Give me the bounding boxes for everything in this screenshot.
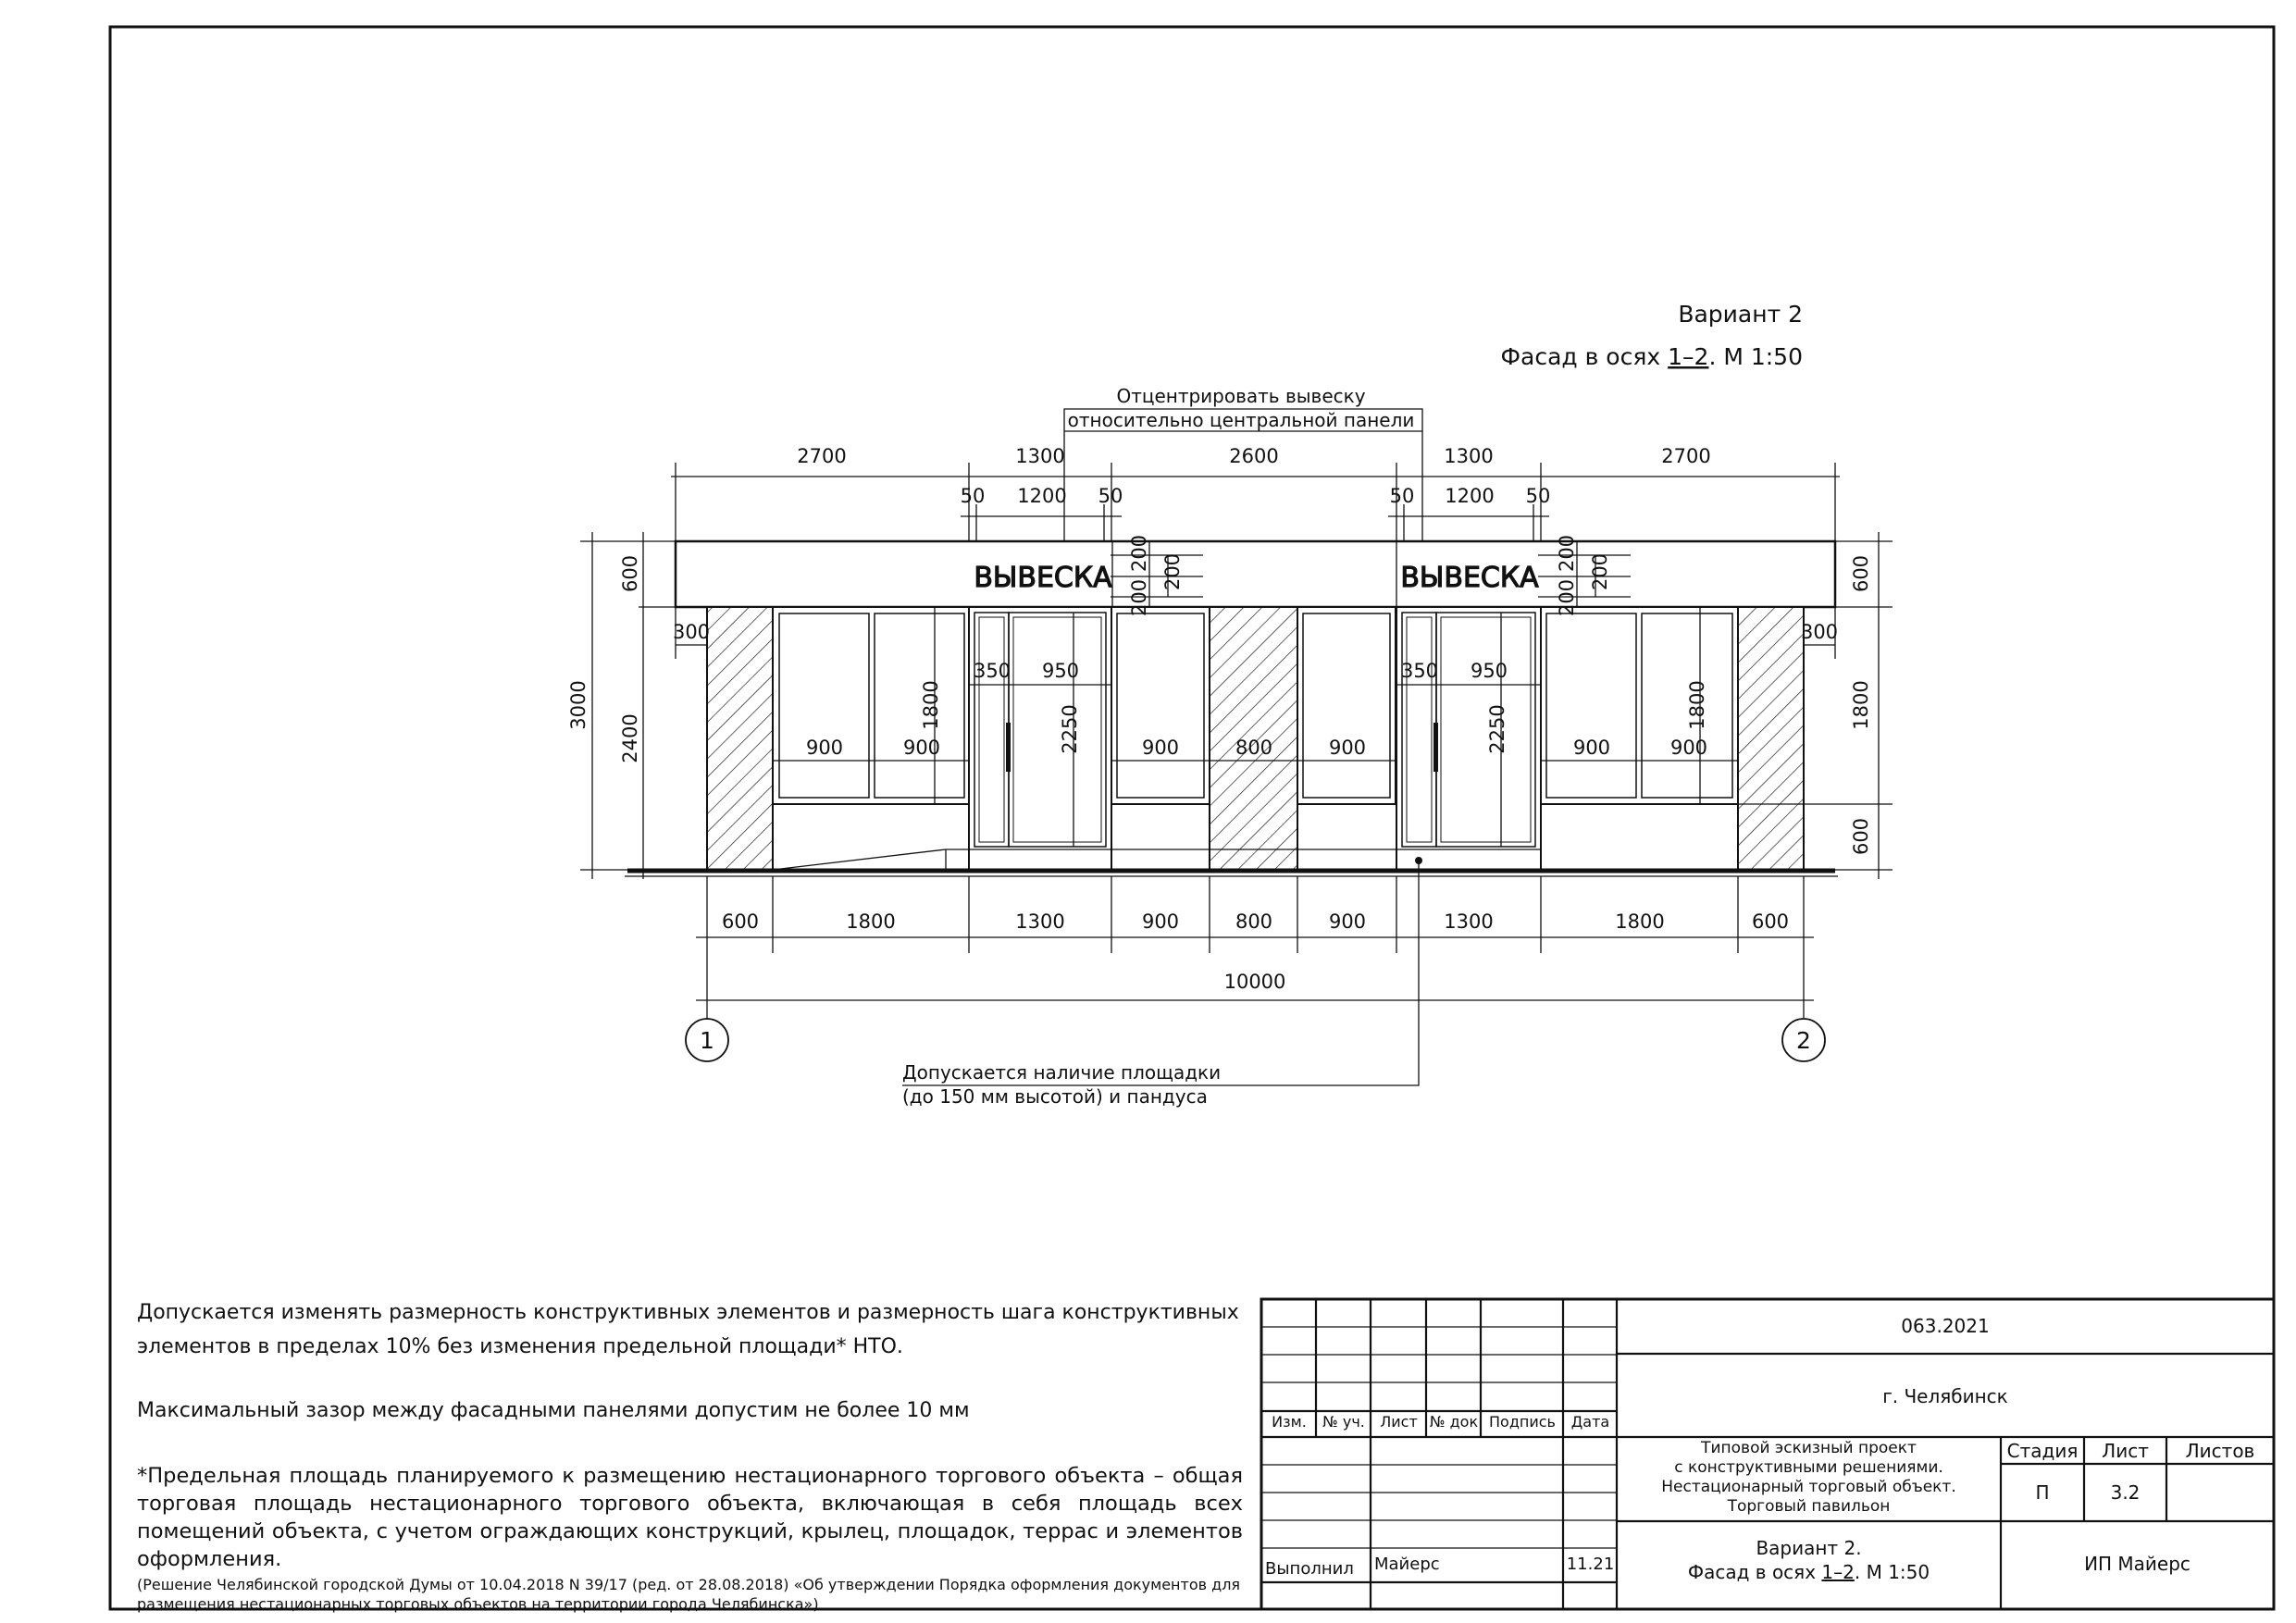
svg-text:900: 900: [1141, 737, 1180, 759]
tb-performed-name: Майерс: [1374, 1555, 1440, 1574]
svg-text:2700: 2700: [797, 445, 847, 467]
svg-text:1200: 1200: [1445, 485, 1495, 507]
svg-text:1300: 1300: [1444, 445, 1494, 467]
svg-text:2250: 2250: [1059, 704, 1081, 754]
facade-title: Фасад в осях 1–2. М 1:50: [1500, 343, 1803, 370]
svg-text:Отцентрировать вывеску: Отцентрировать вывеску: [1116, 385, 1366, 407]
note-area-definition: *Предельная площадь планируемого к размещению нестационарного торгового объекта – общая торговая площадь нестационарного торгового объекта, включающая в себя площадь всех помещений объекта, с учетом ограждающих конструкций, крылец, площадок, террас и элементов оформления. (Решение Челябинской городской Думы от 10.04.2018 N 39/17 (ред. от 28.08.2018) «Об утверждении Порядка оформления документов для размещения нестационарных торговых объектов на территории города Челябинска»): [137, 1464, 1243, 1613]
sign-label-right: ВЫВЕСКА: [1400, 562, 1539, 594]
svg-text:2700: 2700: [1661, 445, 1711, 467]
note-dimension-tolerance: Допускается изменять размерность конструктивных элементов и размерность шага конструктивных элементов в пределах 10% без изменения предельной площади* НТО.: [137, 1301, 1239, 1358]
svg-text:50: 50: [1525, 485, 1551, 507]
svg-text:1200: 1200: [1017, 485, 1067, 507]
tb-stage: П: [2035, 1481, 2050, 1504]
svg-text:200: 200: [1128, 534, 1150, 573]
dimensions-bottom: [696, 876, 1814, 1018]
svg-text:2600: 2600: [1229, 445, 1279, 467]
tb-sheets-header: Листов: [2185, 1440, 2255, 1462]
svg-text:1300: 1300: [1015, 911, 1065, 933]
tb-sheet-header: Лист: [2102, 1440, 2149, 1462]
pier-right: [1738, 607, 1804, 870]
tb-city: г. Челябинск: [1882, 1385, 2008, 1407]
svg-text:300: 300: [1800, 621, 1839, 643]
tb-project-code: 063.2021: [1901, 1315, 1990, 1337]
fascia-panel: [676, 541, 1835, 607]
axis-marker-1: [686, 1018, 728, 1061]
svg-text:1800: 1800: [1850, 680, 1872, 730]
svg-text:50: 50: [960, 485, 986, 507]
tb-header-rev: Изм.: [1272, 1413, 1307, 1431]
svg-text:1300: 1300: [1444, 911, 1494, 933]
svg-text:900: 900: [902, 737, 941, 759]
tb-header-sheet: Лист: [1380, 1413, 1418, 1431]
tb-performed-date: 11.21: [1566, 1555, 1615, 1574]
svg-text:относительно центральной панел: относительно центральной панели: [1067, 409, 1415, 431]
svg-text:900: 900: [1669, 737, 1708, 759]
dimensions-top: [671, 445, 1840, 541]
tb-header-doc: № док: [1429, 1413, 1479, 1431]
svg-text:950: 950: [1041, 660, 1080, 682]
svg-text:1300: 1300: [1015, 445, 1065, 467]
svg-text:50: 50: [1389, 485, 1415, 507]
svg-text:1800: 1800: [1615, 911, 1665, 933]
svg-text:(до 150 мм высотой) и пандуса: (до 150 мм высотой) и пандуса: [902, 1085, 1208, 1108]
note-panel-gap: Максимальный зазор между фасадными панелями допустим не более 10 мм: [137, 1399, 970, 1422]
svg-text:3000: 3000: [567, 680, 590, 730]
svg-text:350: 350: [973, 660, 1011, 682]
svg-text:600: 600: [1850, 817, 1872, 856]
tb-header-count: № уч.: [1322, 1413, 1365, 1431]
svg-text:350: 350: [1400, 660, 1439, 682]
svg-text:900: 900: [1328, 737, 1367, 759]
svg-text:600: 600: [721, 911, 760, 933]
pier-left: [707, 607, 773, 870]
svg-text:200: 200: [1161, 552, 1184, 591]
svg-text:200: 200: [1589, 552, 1611, 591]
svg-text:200: 200: [1556, 534, 1578, 573]
tb-description: Типовой эскизный проект с конструктивными решениями. Нестационарный торговый объект. Торговый павильон: [1661, 1439, 1956, 1516]
tb-performed-label: Выполнил: [1265, 1559, 1354, 1579]
svg-text:200: 200: [1128, 578, 1150, 617]
svg-text:600: 600: [1850, 554, 1872, 593]
svg-text:1800: 1800: [1686, 680, 1708, 730]
svg-text:800: 800: [1235, 737, 1273, 759]
svg-text:1800: 1800: [846, 911, 896, 933]
svg-text:950: 950: [1470, 660, 1508, 682]
sign-label-left: ВЫВЕСКА: [974, 562, 1112, 594]
svg-text:300: 300: [672, 621, 711, 643]
svg-text:600: 600: [1751, 911, 1790, 933]
svg-text:900: 900: [1572, 737, 1611, 759]
svg-text:800: 800: [1235, 911, 1273, 933]
svg-text:50: 50: [1098, 485, 1123, 507]
svg-text:600: 600: [619, 554, 641, 593]
svg-text:900: 900: [1328, 911, 1367, 933]
svg-text:1800: 1800: [920, 680, 942, 730]
svg-text:10000: 10000: [1223, 971, 1286, 993]
tb-sheet-title: Вариант 2. Фасад в осях 1–2. М 1:50: [1687, 1537, 1930, 1583]
door-left: [969, 607, 1111, 870]
tb-header-signature: Подпись: [1489, 1413, 1556, 1431]
svg-text:2: 2: [1796, 1027, 1811, 1054]
svg-text:2400: 2400: [619, 713, 641, 763]
tb-header-date: Дата: [1570, 1413, 1610, 1431]
axis-marker-2: [1782, 1019, 1825, 1061]
tb-organization: ИП Майерс: [2084, 1553, 2191, 1575]
tb-sheet: 3.2: [2110, 1481, 2141, 1504]
tb-stage-header: Стадия: [2006, 1440, 2079, 1462]
svg-text:1: 1: [700, 1027, 714, 1054]
svg-text:900: 900: [805, 737, 844, 759]
svg-text:200: 200: [1556, 578, 1578, 617]
door-right: [1396, 607, 1541, 870]
ramp-note: [902, 857, 1422, 1108]
svg-text:900: 900: [1141, 911, 1180, 933]
svg-text:Допускается наличие площадки: Допускается наличие площадки: [902, 1061, 1222, 1084]
svg-text:2250: 2250: [1486, 704, 1508, 754]
variant-title: Вариант 2: [1678, 301, 1803, 328]
